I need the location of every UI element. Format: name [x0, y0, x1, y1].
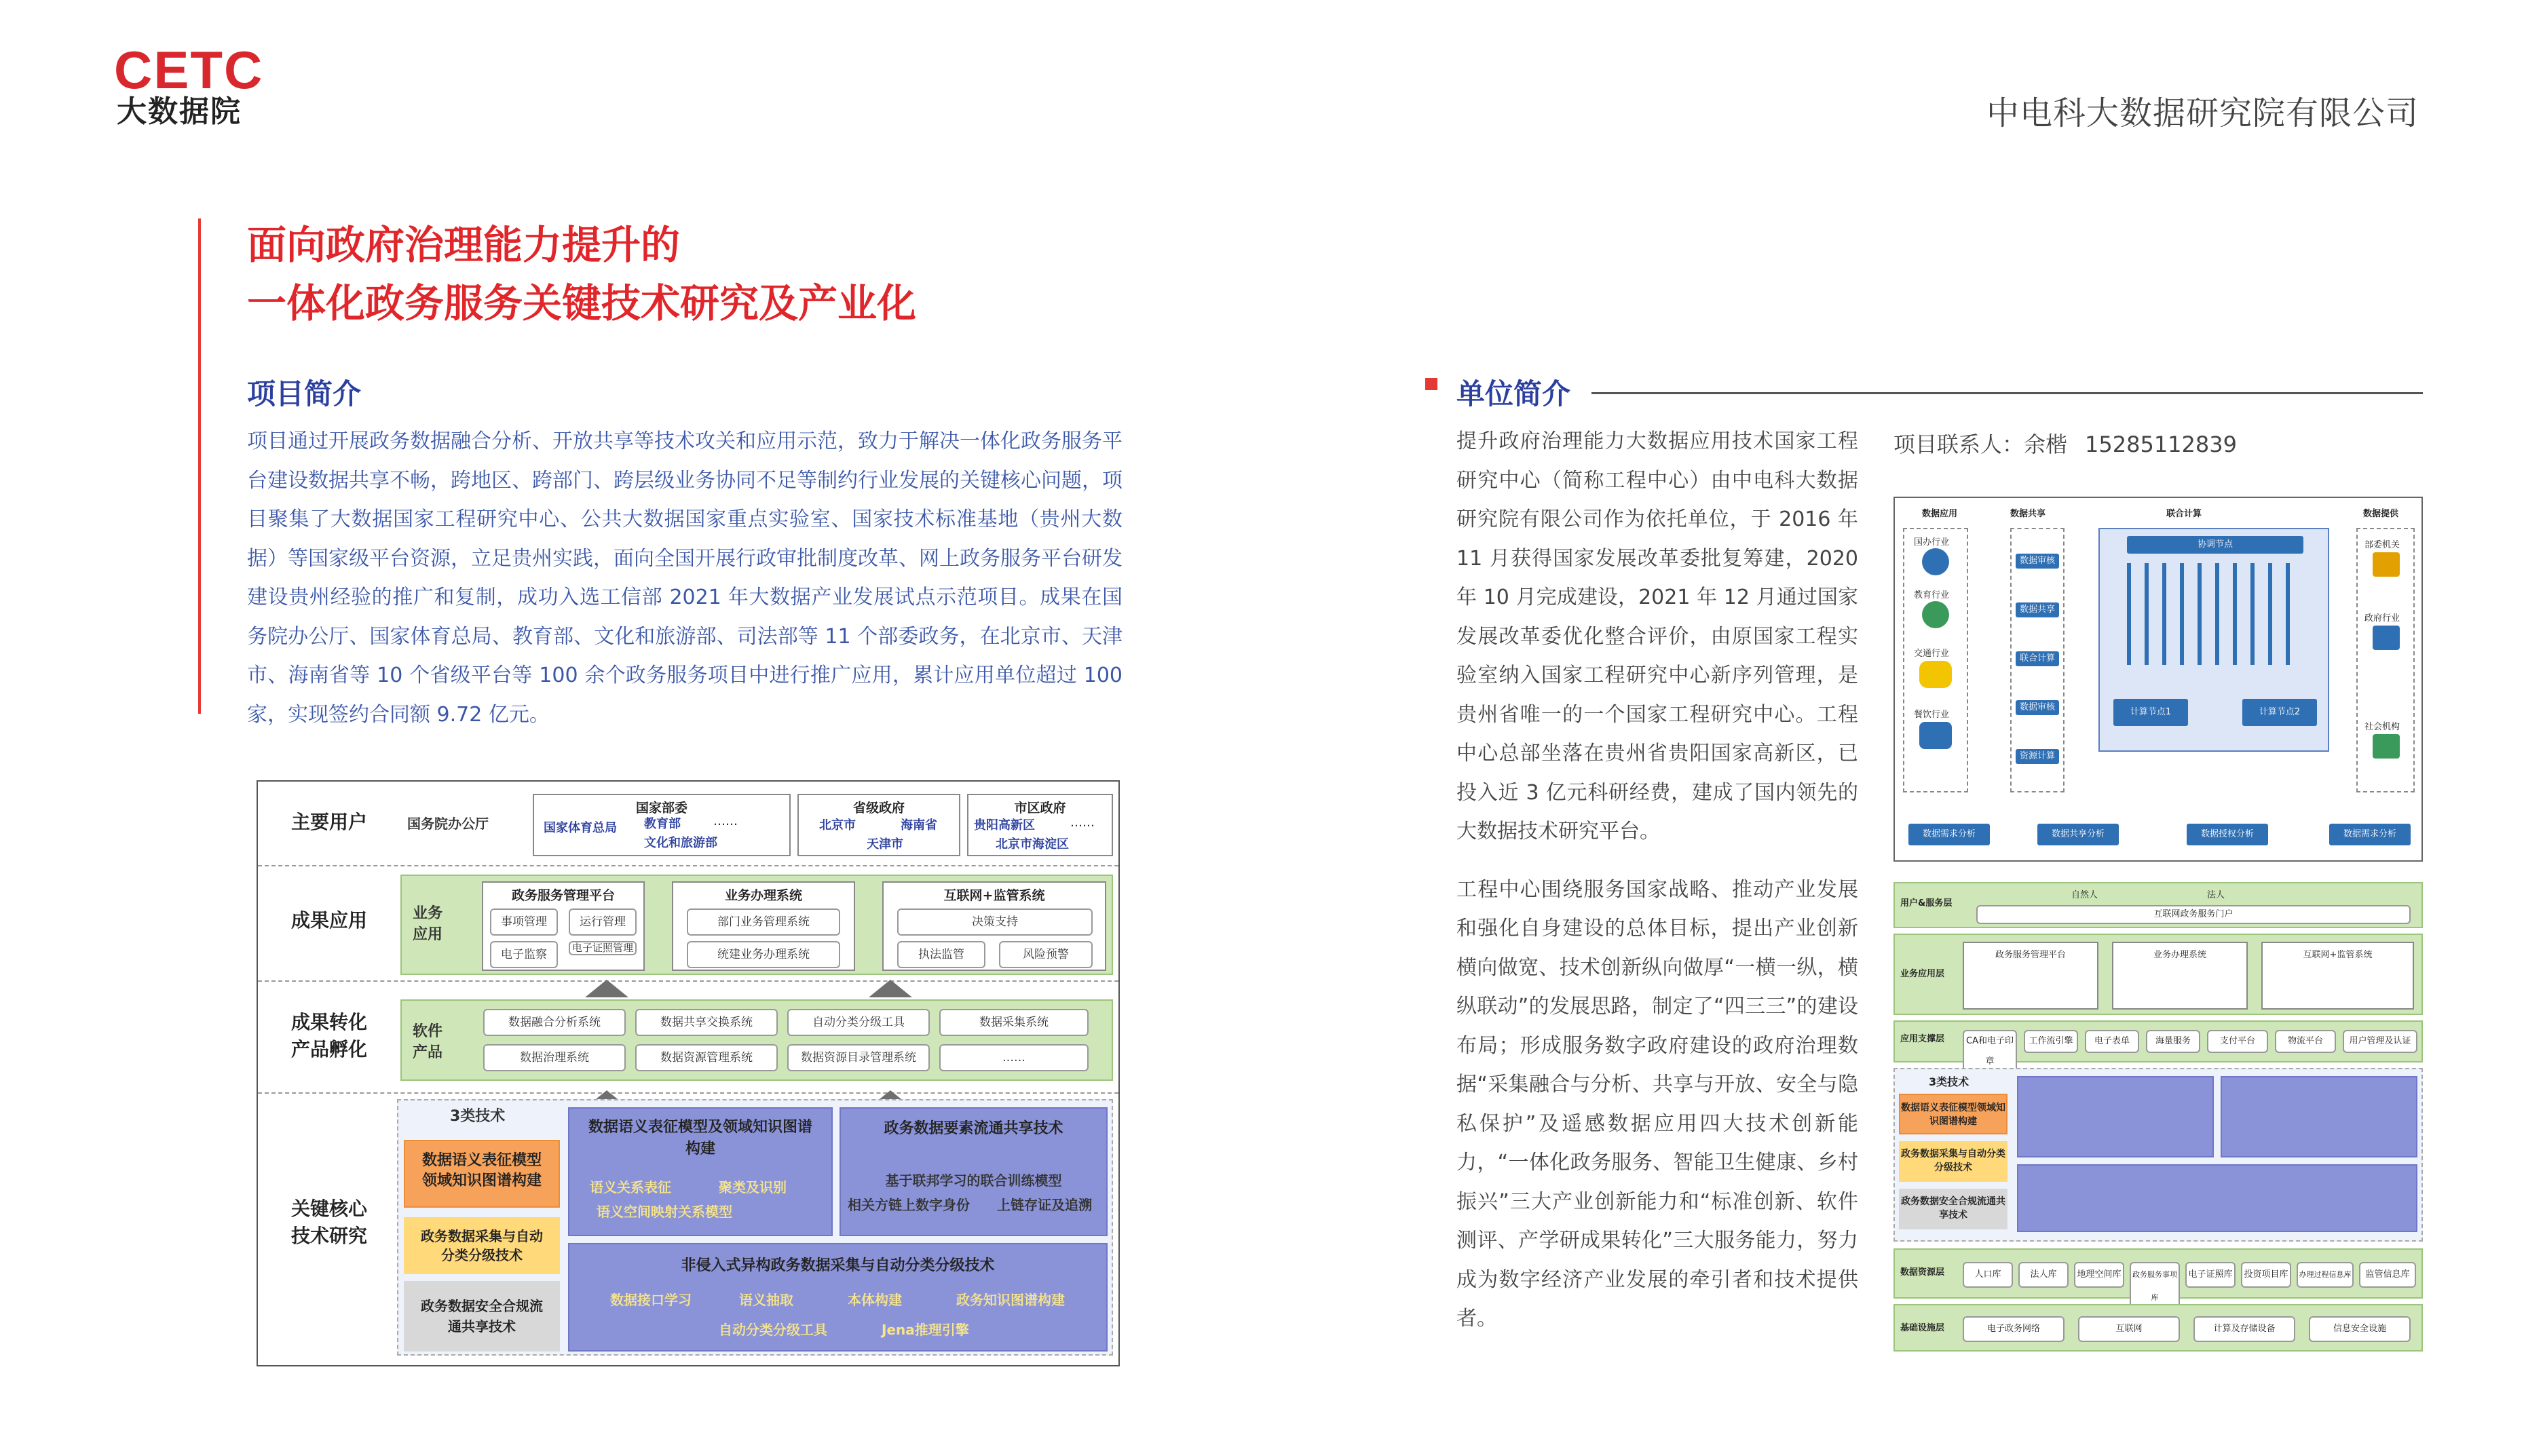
support-item: 工作流引擎	[2024, 1030, 2078, 1053]
core-item: 聚类及识别	[719, 1179, 787, 1195]
title-line-1: 面向政府治理能力提升的	[247, 222, 681, 268]
products-green-panel	[400, 999, 1113, 1081]
compute-node-1: 计算节点1	[2113, 699, 2188, 726]
product-item: ……	[939, 1044, 1089, 1071]
core-item: 上链存证及追溯	[997, 1197, 1092, 1213]
society-icon	[2373, 734, 2400, 759]
city-a: 贵阳高新区	[974, 818, 1035, 832]
building-icon	[2373, 552, 2400, 577]
row-products	[258, 982, 1118, 1094]
core-block-semantic	[568, 1107, 833, 1236]
infra-item: 电子政务网络	[1963, 1316, 2065, 1342]
share-column-panel	[2010, 528, 2065, 792]
user-state-council: 国务院办公厅	[407, 816, 489, 832]
core-block-collection	[568, 1243, 1108, 1352]
core-blue-block	[2221, 1076, 2417, 1157]
city-more: ……	[1070, 816, 1095, 830]
data-item: 法人库	[2018, 1262, 2069, 1288]
layer-apps	[1893, 934, 2423, 1015]
support-item: 海量服务	[2146, 1030, 2200, 1053]
unit-heading-rule	[1591, 392, 2423, 394]
provider-label: 社会机构	[2364, 722, 2400, 732]
core-item: 政务数据安全合规流通共享技术	[1899, 1189, 2007, 1229]
user-portal: 互联网政务服务门户	[1976, 905, 2411, 924]
row-label-incubation: 成果转化 产品孵化	[290, 1011, 367, 1060]
data-item: 人口库	[1963, 1262, 2013, 1288]
infra-item: 信息安全设施	[2309, 1316, 2411, 1342]
column-head: 联合计算	[2166, 509, 2202, 519]
data-item: 电子证照库	[2185, 1262, 2236, 1288]
product-item: 数据资源管理系统	[635, 1044, 778, 1071]
core-item: Jena推理引擎	[882, 1322, 969, 1338]
app-group: 业务办理系统	[2112, 942, 2248, 1010]
government-building-icon	[2373, 626, 2400, 650]
share-step: 数据审核	[2016, 554, 2059, 569]
unit-intro-body	[1456, 422, 1858, 1358]
share-step: 数据审核	[2016, 700, 2059, 715]
core-item: 语义抽取	[739, 1292, 793, 1308]
layer-label: 基础设施层	[1900, 1323, 1945, 1333]
data-item: 投资项目库	[2241, 1262, 2291, 1288]
app-column-panel	[1903, 528, 1968, 792]
product-item: 数据融合分析系统	[483, 1009, 626, 1036]
app-item: 执法监管	[897, 941, 985, 968]
core-item: 政务数据采集与自动分类分级技术	[1899, 1141, 2007, 1182]
contact-info	[1893, 427, 2237, 459]
user-item: 自然人	[2071, 890, 2098, 900]
product-item: 数据采集系统	[939, 1009, 1089, 1036]
support-item: 物流平台	[2275, 1030, 2336, 1053]
contact-phone: 15285112839	[2085, 432, 2237, 457]
ministry-more: ……	[713, 814, 738, 828]
app-group-2	[672, 881, 855, 971]
core-blue-block	[2017, 1164, 2417, 1232]
education-icon	[1922, 601, 1949, 628]
row-label-users: 主要用户	[290, 811, 367, 833]
provider-column-panel	[2356, 528, 2415, 792]
layer-label: 用户&服务层	[1900, 898, 1953, 908]
core-item: 数据接口学习	[610, 1292, 692, 1308]
company-name: 中电科大数据研究院有限公司	[1986, 94, 2419, 132]
provider-label: 政府行业	[2364, 613, 2400, 624]
tech-data-collection: 政务数据采集与自动 分类分级技术	[404, 1217, 560, 1274]
row-label-core: 关键核心 技术研究	[290, 1198, 367, 1247]
province-c: 天津市	[867, 837, 903, 851]
data-item: 监管信息库	[2359, 1262, 2416, 1288]
logo-subtitle: 大数据院	[117, 94, 242, 129]
industry-label: 餐饮行业	[1914, 710, 1950, 720]
ministries-head: 国家部委	[635, 801, 687, 816]
unit-intro-para-2: 工程中心围绕服务国家战略、推动产业发展和强化自身建设的总体目标，提出产业创新横向做宽、技术创新纵向做厚“一横一纵，横纵联动”的发展思路，制定了“四三三”的建设布局；形成服务数字政府建设的政府治理数据“采集融合与分析、共享与开放、安全与隐私保护”及遥感数据应用四大技术创新能力，“一体化政务服务、智能卫生健康、乡村振兴”三大产业创新能力和“标准创新、软件测评、产学研成果转化”三大服务能力，努力成为数字经济产业发展的牵引者和技术提供者。	[1456, 877, 1858, 1330]
core-tech-title: 3类技术	[450, 1108, 506, 1125]
row-users	[258, 782, 1118, 866]
data-item: 政务服务事项库	[2130, 1262, 2180, 1311]
app-item: 事项管理	[490, 908, 558, 936]
app-item: 决策支持	[897, 908, 1093, 936]
core-item: 政务知识图谱构建	[956, 1292, 1065, 1308]
apps-label: 业务 应用	[413, 905, 443, 943]
row-label-apps: 成果应用	[290, 909, 367, 932]
share-step: 资源计算	[2016, 749, 2059, 764]
user-city-box	[967, 794, 1113, 856]
title-accent-bar	[198, 218, 201, 714]
joint-compute-panel	[2098, 528, 2329, 752]
app-group-3-head: 互联网+监管系统	[943, 888, 1045, 903]
app-group: 互联网+监管系统	[2261, 942, 2414, 1010]
ministry-a: 国家体育总局	[544, 821, 617, 835]
support-item: CA和电子印章	[1963, 1030, 2017, 1073]
infra-item: 计算及存储设备	[2193, 1316, 2295, 1342]
bottom-tag: 数据需求分析	[2329, 824, 2411, 845]
layer-users	[1893, 882, 2423, 928]
tech-secure-sharing: 政务数据安全合规流 通共享技术	[404, 1281, 560, 1352]
ministry-d: 文化和旅游部	[644, 836, 717, 850]
share-step: 数据共享	[2016, 602, 2059, 617]
share-step: 联合计算	[2016, 651, 2059, 666]
product-item: 自动分类分级工具	[787, 1009, 930, 1036]
tech-semantic-model: 数据语义表征模型 领域知识图谱构建	[404, 1140, 560, 1208]
app-group-1	[482, 881, 645, 971]
traffic-icon	[1919, 661, 1952, 688]
layered-architecture-diagram	[1893, 882, 2423, 1357]
app-item: 部门业务管理系统	[687, 908, 840, 936]
government-icon	[1922, 548, 1949, 575]
coordinator-node: 协调节点	[2127, 536, 2303, 554]
layer-label: 应用支撑层	[1900, 1034, 1945, 1044]
column-head: 数据应用	[1922, 509, 1958, 519]
app-item: 电子监察	[490, 941, 558, 968]
core-block-sharing-title: 政务数据要素流通共享技术	[884, 1120, 1063, 1137]
app-group-2-head: 业务办理系统	[724, 888, 802, 903]
products-label: 软件 产品	[413, 1023, 443, 1061]
core-item: 本体构建	[848, 1292, 902, 1308]
user-item: 法人	[2207, 890, 2225, 900]
page-title	[247, 216, 916, 332]
bottom-tag: 数据共享分析	[2037, 824, 2119, 845]
provider-label: 部委机关	[2364, 540, 2400, 550]
bottom-tag: 数据授权分析	[2187, 824, 2268, 845]
product-item: 数据治理系统	[483, 1044, 626, 1071]
app-item: 电子证照管理	[569, 941, 637, 955]
province-head: 省级政府	[852, 801, 905, 816]
core-block-collection-title: 非侵入式异构政务数据采集与自动分类分级技术	[681, 1257, 995, 1274]
core-item: 语义空间映射关系模型	[597, 1204, 732, 1220]
user-ministries-box	[533, 794, 791, 856]
product-item: 数据共享交换系统	[635, 1009, 778, 1036]
industry-label: 国办行业	[1914, 537, 1950, 548]
ministry-b: 教育部	[644, 817, 681, 831]
app-item: 运行管理	[569, 908, 637, 936]
unit-heading-marker	[1425, 378, 1437, 390]
layer-label: 数据资源层	[1900, 1267, 1945, 1278]
core-item: 数据语义表征模型领域知识图谱构建	[1899, 1094, 2007, 1134]
core-title: 3类技术	[1929, 1075, 1969, 1088]
title-line-2: 一体化政务服务关键技术研究及产业化	[247, 280, 917, 326]
core-block-semantic-title: 数据语义表征模型及领域知识图谱 构建	[588, 1119, 812, 1157]
company-logo: CETC	[114, 40, 264, 100]
compute-node-2: 计算节点2	[2242, 699, 2317, 726]
infra-item: 互联网	[2078, 1316, 2180, 1342]
unit-intro-para-1: 提升政府治理能力大数据应用技术国家工程研究中心（简称工程中心）由中电科大数据研究院有限公司作为依托单位，于 2016 年 11 月获得国家发展改革委批复筹建，2020 年 10 月完成建设，2021 年 12 月通过国家发展改革委优化整合评价，由原国家工程实验室纳入国家工程研究中心新序列管理，是贵州省唯一的一个国家工程研究中心。工程中心总部坐落在贵州省贵阳国家高新区，已投入近 3 亿元科研经费，建成了国内领先的大数据技术研究平台。	[1456, 429, 1858, 843]
app-item: 风险预警	[999, 941, 1093, 968]
support-item: 用户管理及认证	[2343, 1030, 2417, 1053]
data-sharing-diagram	[1893, 497, 2423, 862]
province-a: 北京市	[819, 818, 856, 832]
project-intro-body: 项目通过开展政务数据融合分析、开放共享等技术攻关和应用示范，致力于解决一体化政务服务平台建设数据共享不畅，跨地区、跨部门、跨层级业务协同不足等制约行业发展的关键核心问题，项目聚集了大数据国家工程研究中心、公共大数据国家重点实验室、国家技术标准基地（贵州大数据）等国家级平台资源，立足贵州实践，面向全国开展行政审批制度改革、网上政务服务平台研发建设贵州经验的推广和复制，成功入选工信部 2021 年大数据产业发展试点示范项目。成果在国务院办公厅、国家体育总局、教育部、文化和旅游部、司法部等 11 个部委政务，在北京市、天津市、海南省等 10 个省级平台等 100 余个政务服务项目中进行推广应用，累计应用单位超过 100 家，实现签约合同额 9.72 亿元。	[247, 429, 1123, 727]
support-item: 电子表单	[2085, 1030, 2139, 1053]
project-intro-heading: 项目简介	[247, 377, 362, 410]
app-group: 政务服务管理平台	[1963, 942, 2098, 1010]
layer-label: 业务应用层	[1900, 969, 1945, 979]
architecture-diagram	[257, 780, 1120, 1366]
data-item: 地理空间库	[2074, 1262, 2124, 1288]
row-apps	[258, 866, 1118, 982]
bottom-tag: 数据需求分析	[1908, 824, 1990, 845]
layer-support	[1893, 1020, 2423, 1067]
support-item: 支付平台	[2207, 1030, 2268, 1053]
app-item: 统建业务办理系统	[687, 941, 840, 968]
core-tech-panel	[397, 1099, 1113, 1356]
core-block-sharing	[840, 1107, 1108, 1236]
column-head: 数据提供	[2363, 509, 2399, 519]
province-b: 海南省	[901, 818, 937, 832]
core-item: 相关方链上数字身份	[848, 1197, 970, 1213]
city-c: 北京市海淀区	[996, 837, 1069, 851]
core-item: 基于联邦学习的联合训练模型	[885, 1172, 1062, 1189]
apps-green-panel	[400, 875, 1113, 975]
city-head: 市区政府	[1014, 801, 1066, 816]
layer-infra	[1893, 1304, 2423, 1352]
app-group-1-head: 政务服务管理平台	[511, 888, 615, 903]
core-blue-block	[2017, 1076, 2214, 1157]
core-item: 语义关系表征	[590, 1179, 671, 1195]
unit-intro-heading: 单位简介	[1456, 377, 1571, 410]
industry-label: 教育行业	[1914, 590, 1950, 600]
row-core-tech	[258, 1094, 1118, 1368]
column-head: 数据共享	[2010, 509, 2046, 519]
layer-data	[1893, 1248, 2423, 1302]
dining-icon	[1919, 722, 1952, 749]
contact-label: 项目联系人：余楷	[1893, 432, 2068, 457]
layer-core	[1893, 1068, 2423, 1242]
product-item: 数据资源目录管理系统	[787, 1044, 930, 1071]
app-group-3	[882, 881, 1106, 971]
data-item: 办理过程信息库	[2297, 1262, 2354, 1288]
industry-label: 交通行业	[1914, 649, 1950, 659]
user-province-box	[797, 794, 960, 856]
core-item: 自动分类分级工具	[719, 1322, 827, 1338]
compute-lines	[2127, 563, 2303, 665]
